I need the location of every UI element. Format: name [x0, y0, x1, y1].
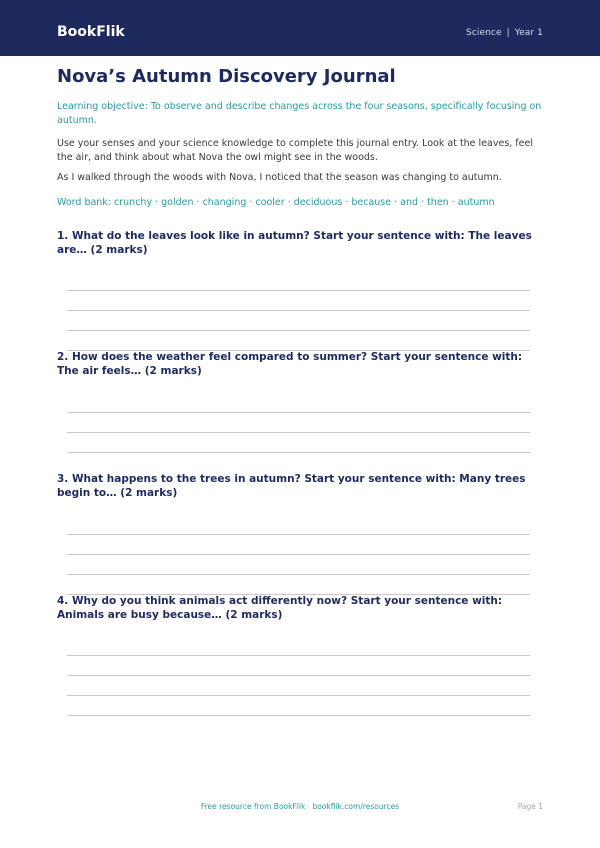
- answer-line[interactable]: [67, 310, 530, 311]
- question-4: [57, 594, 543, 622]
- answer-line[interactable]: [67, 290, 530, 291]
- brand-logo-text: BookFlik: [57, 24, 125, 40]
- question-text: 4. Why do you think animals act differently now? Start your sentence with: Animals are busy because… (2 marks): [57, 595, 503, 621]
- answer-line[interactable]: [67, 675, 530, 676]
- answer-line[interactable]: [67, 655, 530, 656]
- answer-line[interactable]: [67, 534, 530, 535]
- walk-text: As I walked through the woods with Nova, I noticed that the season was changing to autumn.: [57, 172, 502, 183]
- answer-line[interactable]: [67, 432, 530, 433]
- intro-text: Use your senses and your science knowledge to complete this journal entry. Look at the leaves, feel the air, and think about what Nova the owl might see in the woods.: [57, 138, 533, 163]
- learning-objective: Learning objective: To observe and describe changes across the four seasons, specifically focusing on autumn.: [57, 101, 542, 126]
- page-number: Page 1: [517, 802, 543, 811]
- year-label: Year 1: [514, 28, 543, 38]
- question-3: [57, 472, 543, 500]
- subject-label: Science: [466, 28, 502, 38]
- question-text: 3. What happens to the trees in autumn? Start your sentence with: Many trees begin to… (2 marks): [57, 473, 526, 499]
- answer-line[interactable]: [67, 412, 530, 413]
- question-text: 2. How does the weather feel compared to summer? Start your sentence with: The air feels… (2 marks): [57, 351, 523, 377]
- footer-credit: Free resource from BookFlik · bookflik.com/resources: [200, 802, 400, 811]
- answer-line[interactable]: [67, 330, 530, 331]
- word-bank: Word bank: crunchy · golden · changing · cooler · deciduous · because · and · then · autumn: [57, 197, 495, 208]
- answer-line[interactable]: [67, 452, 530, 453]
- answer-line[interactable]: [67, 715, 530, 716]
- answer-line[interactable]: [67, 554, 530, 555]
- question-2: [57, 350, 543, 378]
- meta-separator: |: [506, 28, 510, 38]
- question-1: [57, 229, 543, 257]
- question-text: 1. What do the leaves look like in autumn? Start your sentence with: The leaves are… (2 marks): [57, 230, 532, 256]
- header-bar: [0, 0, 600, 56]
- page-title: Nova’s Autumn Discovery Journal: [57, 66, 396, 87]
- answer-line[interactable]: [67, 695, 530, 696]
- answer-line[interactable]: [67, 574, 530, 575]
- header-meta: [466, 28, 543, 38]
